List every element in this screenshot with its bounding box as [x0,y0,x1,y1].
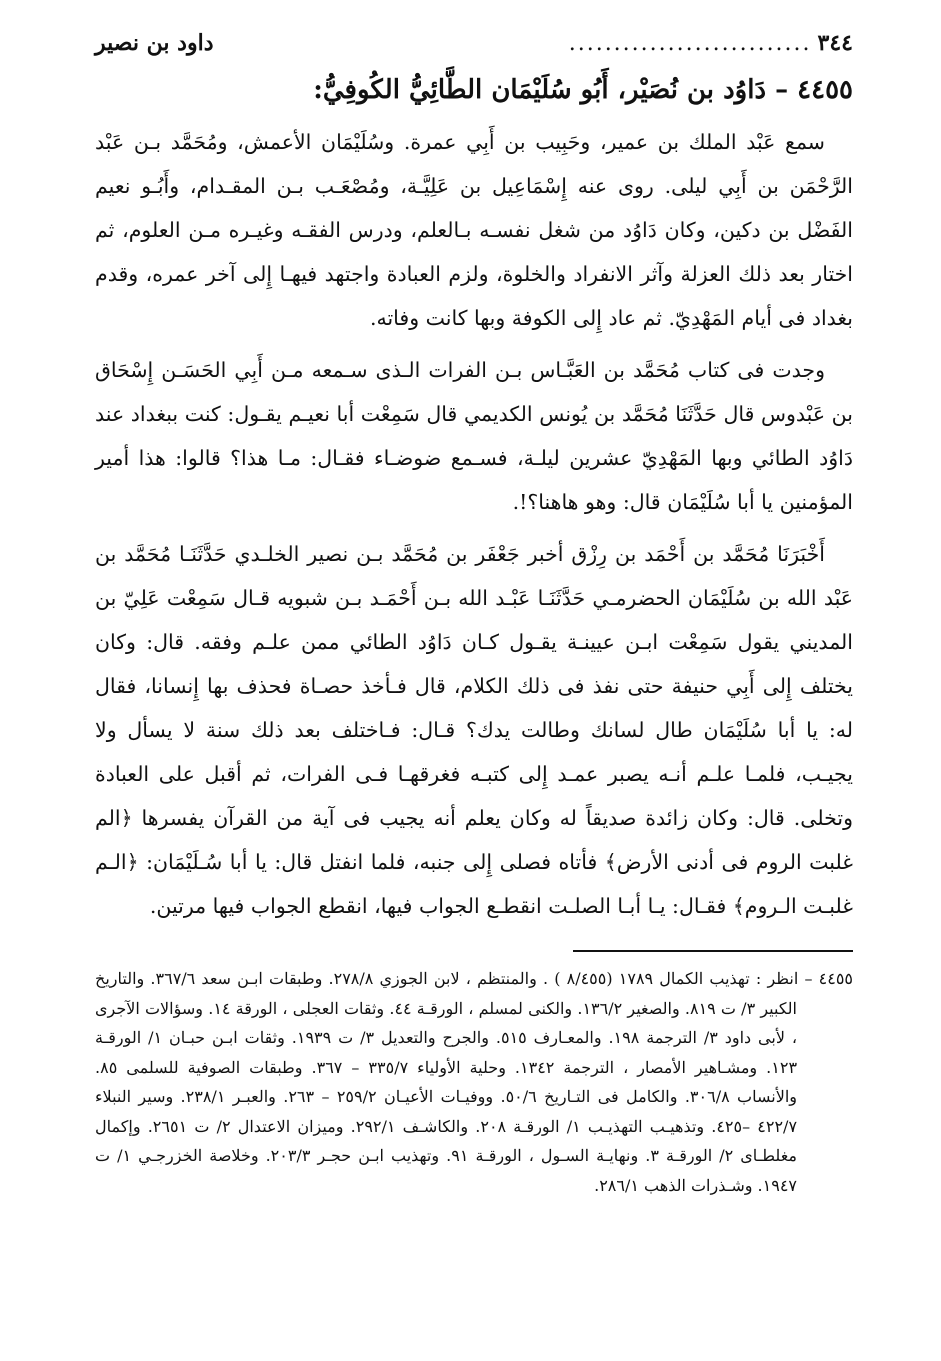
body-paragraph: سمع عَبْد الملك بن عمير، وحَبِيب بن أَبِي عمرة. وسُلَيْمَان الأعمش، ومُحَمَّد بـن عَبْد الرَّحْمَن بن أَبِي ليلى. روى عنه إِسْمَاعِيل بن عَلِيَّـة، ومُصْعَـب بـن المقـدام، وأَبُـو نعيم الفَضْل بن دكين، وكان دَاوُد من شغل نفسـه بـالعلم، ودرس الفقـه وغيـره مـن العلوم، ثم اختار بعد ذلك العزلة وآثر الانفراد والخلوة، ولزم العبادة واجتهد فيهـا إِلى آخر عمره، وقدم بغداد فى أيام المَهْدِيّ. ثم عاد إِلى الكوفة وبها كانت وفاته. [95,130,853,330]
header-leader-dots: ........................... [568,31,812,56]
entry-title: ٤٤٥٥ – دَاوُد بن نُصَيْر، أَبُو سُلَيْمَان الطَّائِيُّ الكُوفِيُّ: [313,75,853,105]
running-header [95,30,853,64]
body-paragraph: وجدت فى كتاب مُحَمَّد بن العَبَّـاس بـن الفرات الـذى سـمعه مـن أَبِي الحَسَـن إِسْحَاق بن عَبْدوس قال حَدَّثَنَا مُحَمَّد بن يُونس الكديمي قال سَمِعْت أبا نعيـم يقـول: كنت ببغداد عند دَاوُد الطائي وبها المَهْدِيّ عشرين ليلـة، فسـمع ضوضـاء فقـال: مـا هذا؟ قالوا: هذا أمير المؤمنين يا أبا سُلَيْمَان قال: وهو هاهنا؟!. [95,358,853,514]
body-paragraph: أَخْبَرَنَا مُحَمَّد بن أَحْمَد بن رِزْق أخبر جَعْفَر بن مُحَمَّد بـن نصير الخلـدي حَدَّثَنَـا مُحَمَّد بن عَبْد الله بن سُلَيْمَان الحضرمـي حَدَّثَنَـا عَبْـد الله بـن أَحْمَـد بـن شبويه قـال سَمِعْت عَلِيّ بن المديني يقول سَمِعْت ابـن عيينـة يقـول كـان دَاوُد الطائي ممن علـم وفقه. قال: وكان يختلف إِلى أَبِي حنيفة حتى نفذ فى ذلك الكلام، قال فـأخذ حصـاة فحذف بها إِنسانا، فقال له: يا أبا سُلَيْمَان طال لسانك وطالت يدك؟ قـال: فـاختلف بعد ذلك سنة لا يسأل ولا يجيـب، فلمـا علـم أنـه يصبر عمـد إِلى كتبـه فغرقهـا فـى الفرات، ثم أقبل على العبادة وتخلى. قال: وكان زائدة صديقاً له وكان يعلم أنه يجيب فى آية من القرآن يفسرها ﴿الم غلبت الروم فى أدنى الأرض﴾ فأتاه فصلى إِلى جنبه، فلما انفتل قال: يا أبا سُـلَيْمَان: ﴿الـم غلبـت الـروم﴾ فقـال: يـا أبـا الصلـت انقطـع الجواب فيها، انقطع الجواب فيها مرتين. [95,542,853,918]
footnote-separator [573,950,853,952]
footnote: ٤٤٥٥ – انظر : تهذيب الكمال ١٧٨٩ (٨/٤٥٥ ) . والمنتظم ، لابن الجوزي ٢٧٨/٨. وطبقات ابـن سعد ٣٦٧/٦. والتاريخ الكبير ٣/ ت ٨١٩. والصغير ١٣٦/٢. والكنى لمسلم ، الورقـة ٤٤. وثقات العجلى ، الورقة ١٤. وسؤالات الآجرى ، لأبى داود ٣/ الترجمة ١٩٨. والمعـارف ٥١٥. والجرح والتعديل ٣/ ت ١٩٣٩. وثقات ابـن حبـان ١/ الورقـة ١٢٣. ومشـاهير الأمصار ، الترجمة ١٣٤٢. وحلية الأولياء ٣٣٥/٧ – ٣٦٧. وطبقات الصوفية للسلمى ٨٥. والأنساب ٣٠٦/٨. والكامل فى التـاريخ ٥٠/٦. ووفيـات الأعيـان ٢٥٩/٢ – ٢٦٣. والعبـر ٢٣٨/١. وسير النبلاء ٤٢٢/٧ –٤٢٥. وتذهيـب التهذيـب ١/ الورقـة ٢٠٨. والكاشـف ٢٩٢/١. وميزان الاعتدال ٢/ ت ٢٦٥١. وإكمال مغلطـاى ٢/ الورقـة ٣. ونهايـة السـول ، الورقـة ٩١. وتهذيب ابـن حجـر ٢٠٣/٣. وخلاصة الخزرجـي ١/ ت ١٩٤٧. وشـذرات الذهب ٢٨٦/١. [95,969,853,1195]
running-title: داود بن نصير [95,30,214,56]
page-number: ٣٤٤ [817,30,853,56]
